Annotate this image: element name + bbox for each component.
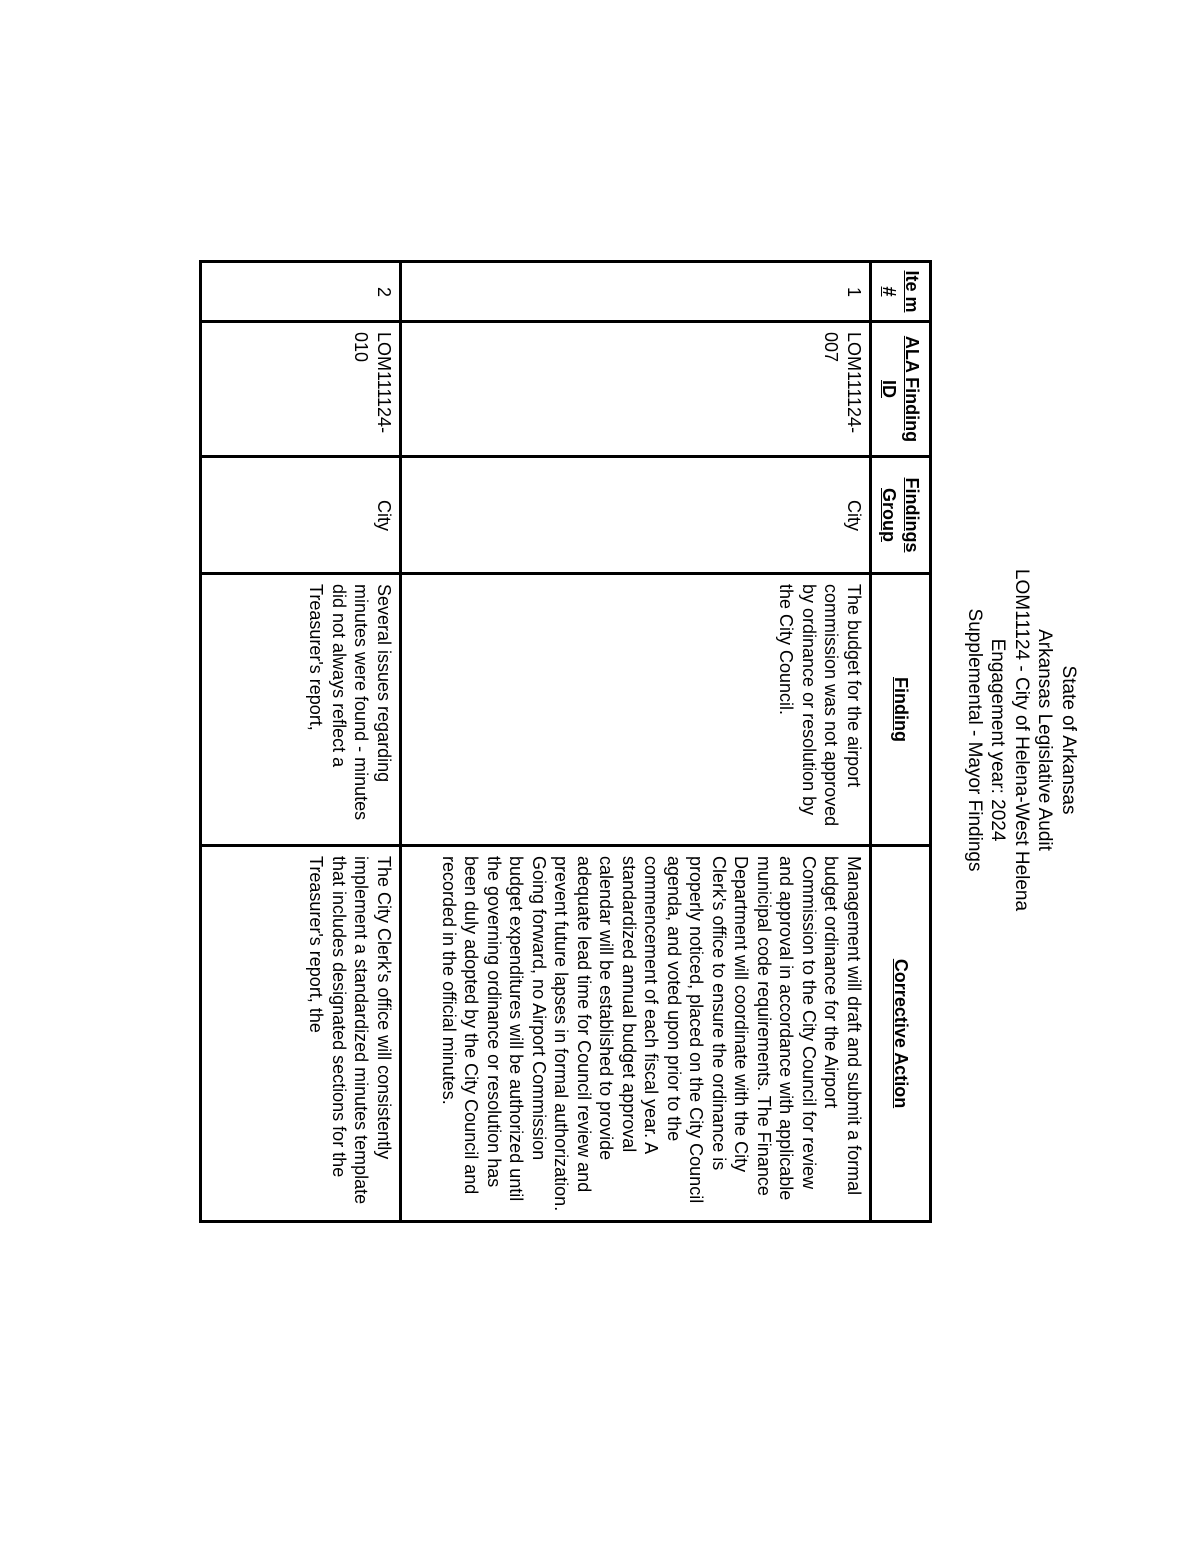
- cell-item: 1: [401, 262, 871, 322]
- col-header-item: Ite m #: [871, 262, 931, 322]
- header-subtitle: Supplemental - Mayor Findings: [964, 608, 985, 872]
- col-header-corrective-action: Corrective Action: [871, 846, 931, 1222]
- document-header: [963, 260, 1081, 1220]
- cell-finding-id: LOM111124-007: [401, 322, 871, 457]
- table-row: [201, 262, 401, 1222]
- cell-group: City: [401, 457, 871, 574]
- cell-group: City: [201, 457, 401, 574]
- cell-corrective-action: The City Clerk's office will consistently implement a standardized minutes template that includes designated sections for the Treasurer's report, the: [201, 846, 401, 1222]
- header-year: Engagement year: 2024: [987, 638, 1009, 842]
- cell-finding-id: LOM111124-010: [201, 322, 401, 457]
- col-header-group: Findings Group: [871, 457, 931, 574]
- col-header-finding: Finding: [871, 574, 931, 846]
- cell-finding: Several issues regarding minutes were found - minutes did not always reflect a Treasurer's report,: [201, 574, 401, 846]
- header-state: State of Arkansas: [1058, 665, 1079, 815]
- table-row: [401, 262, 871, 1222]
- cell-finding: The budget for the airport commission was not approved by ordinance or resolution by the City Council.: [401, 574, 871, 846]
- header-agency: Arkansas Legislative Audit: [1034, 629, 1056, 851]
- cell-corrective-action: Management will draft and submit a formal budget ordinance for the Airport Commission to the City Council for review and approval in accordance with applicable municipal code requirements. The Finance Department will coordinate with the City Clerk's office to ensure the ordinance is properly noticed, placed on the City Council agenda, and voted upon prior to the commencement of each fiscal year. A standardized annual budget approval calendar will be established to provide adequate lead time for Council review and prevent future lapses in formal authorization. Going forward, no Airport Commission budget expenditures will be authorized until the governing ordinance or resolution has been duly adopted by the City Council and recorded in the official minutes.: [401, 846, 871, 1222]
- rotated-page: [250, 260, 1080, 1220]
- header-engagement: LOM11124 - City of Helena-West Helena: [1011, 568, 1032, 912]
- findings-table: [199, 260, 932, 1223]
- cell-item: 2: [201, 262, 401, 322]
- col-header-finding-id: ALA Finding ID: [871, 322, 931, 457]
- table-header-row: [871, 262, 931, 1222]
